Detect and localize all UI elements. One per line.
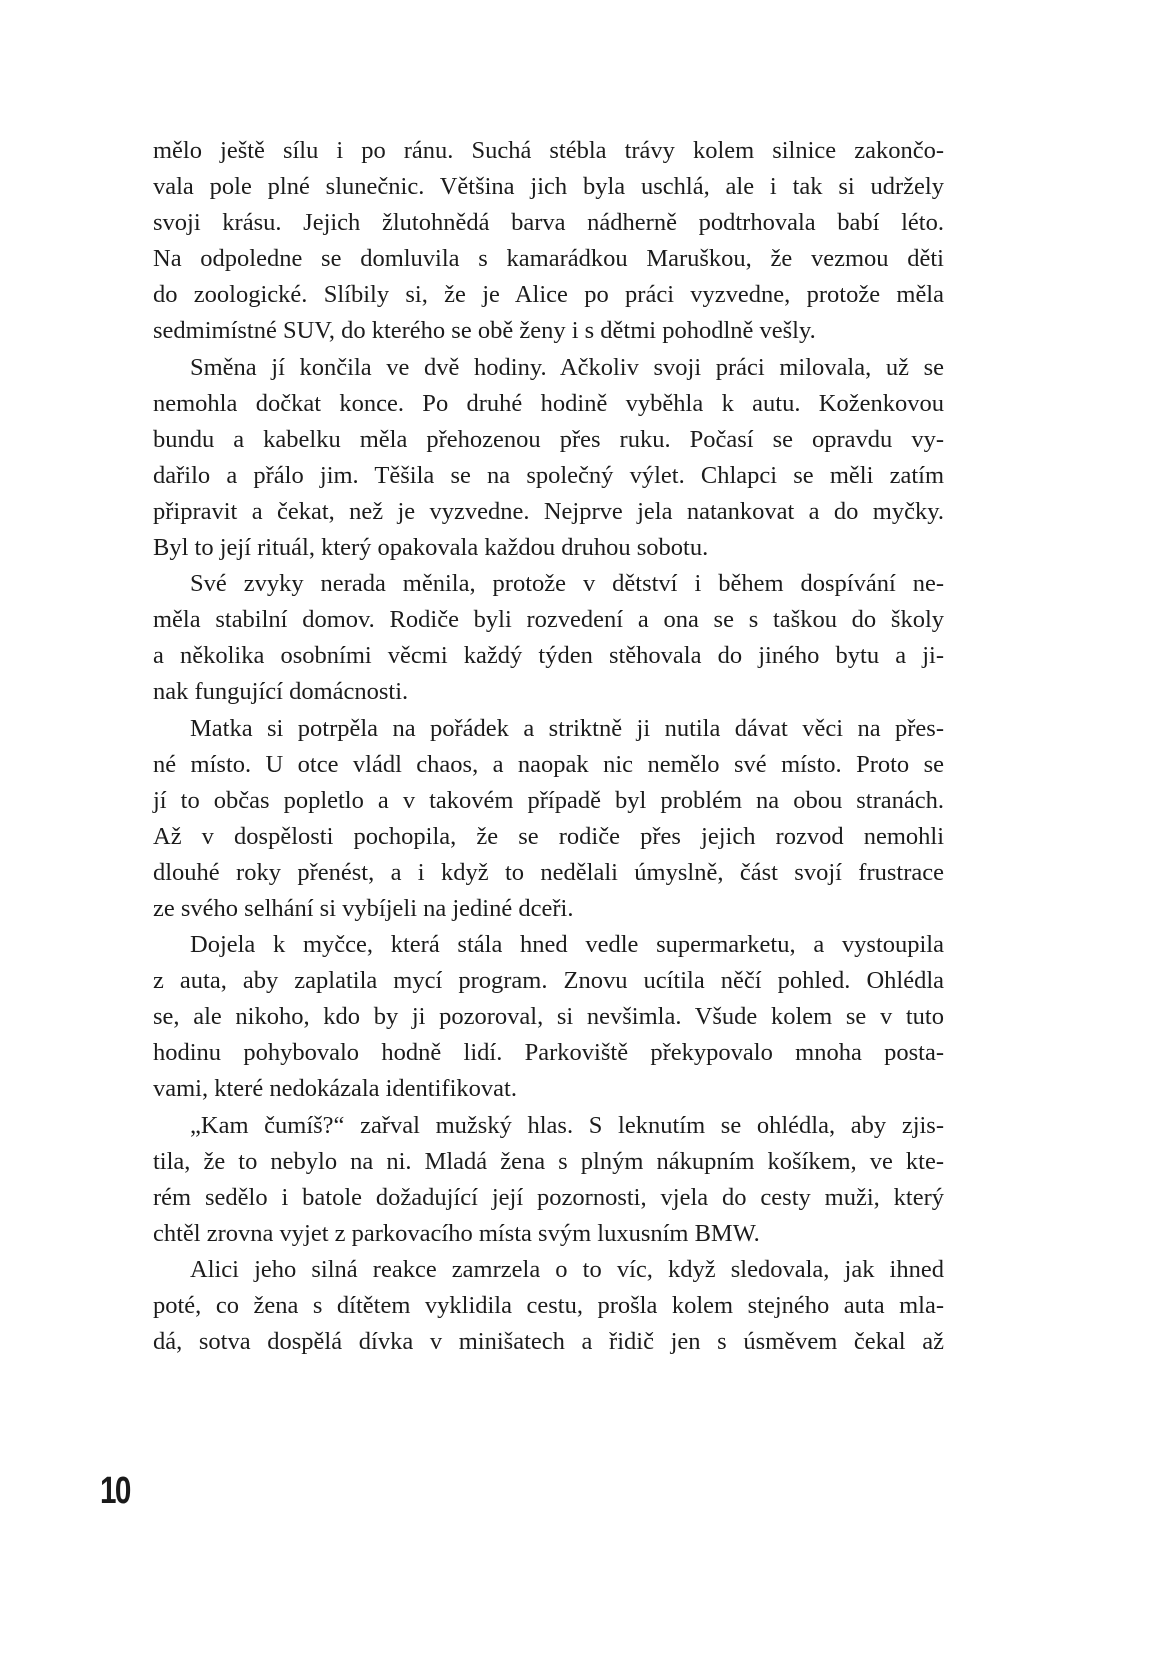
- text-line: Byl to její rituál, který opakovala každou druhou sobotu.: [153, 534, 709, 562]
- text-line: sedmimístné SUV, do kterého se obě ženy i s dětmi pohodlně vešly.: [153, 317, 816, 345]
- text-line: do zoologické. Slíbily si, že je Alice po práci vyzvedne, protože měla: [153, 281, 944, 309]
- body-text: [153, 133, 944, 1360]
- text-line: ze svého selhání si vybíjeli na jediné dceři.: [153, 894, 574, 922]
- text-line: vami, které nedokázala identifikovat.: [153, 1075, 517, 1103]
- paragraph-first-line: Své zvyky nerada měnila, protože v dětství i během dospívání ne-: [190, 570, 944, 598]
- page-number: 10: [100, 1470, 130, 1512]
- text-line: dá, sotva dospělá dívka v minišatech a řidič jen s úsměvem čekal až: [153, 1328, 944, 1356]
- text-line: nemohla dočkat konce. Po druhé hodině vyběhla k autu. Koženkovou: [153, 389, 944, 417]
- text-line: Na odpoledne se domluvila s kamarádkou Maruškou, že vezmou děti: [153, 245, 944, 273]
- text-line: dlouhé roky přenést, a i když to nedělali úmyslně, část svojí frustrace: [153, 858, 944, 886]
- text-line: z auta, aby zaplatila mycí program. Znovu ucítila něčí pohled. Ohlédla: [153, 967, 944, 995]
- text-line: hodinu pohybovalo hodně lidí. Parkoviště překypovalo mnoha posta-: [153, 1039, 944, 1067]
- text-line: měla stabilní domov. Rodiče byli rozvedení a ona se s taškou do školy: [153, 606, 944, 634]
- text-line: připravit a čekat, než je vyzvedne. Nejprve jela natankovat a do myčky.: [153, 497, 944, 525]
- paragraph-first-line: „Kam čumíš?“ zařval mužský hlas. S leknutím se ohlédla, aby zjis-: [190, 1111, 944, 1139]
- text-line: chtěl zrovna vyjet z parkovacího místa svým luxusním BMW.: [153, 1219, 760, 1247]
- text-line: mělo ještě sílu i po ránu. Suchá stébla trávy kolem silnice zakončo-: [153, 137, 944, 164]
- text-line: poté, co žena s dítětem vyklidila cestu, prošla kolem stejného auta mla-: [153, 1292, 944, 1319]
- paragraph-first-line: Směna jí končila ve dvě hodiny. Ačkoliv svoji práci milovala, už se: [190, 353, 944, 381]
- text-line: tila, že to nebylo na ni. Mladá žena s plným nákupním košíkem, ve kte-: [153, 1147, 944, 1175]
- text-line: bundu a kabelku měla přehozenou přes ruku. Počasí se opravdu vy-: [153, 425, 944, 453]
- text-line: Až v dospělosti pochopila, že se rodiče přes jejich rozvod nemohli: [153, 822, 944, 850]
- text-line: svoji krásu. Jejich žlutohnědá barva nádherně podtrhovala babí léto.: [153, 209, 944, 237]
- text-line: nak fungující domácnosti.: [153, 678, 409, 706]
- text-line: né místo. U otce vládl chaos, a naopak nic nemělo své místo. Proto se: [153, 750, 944, 778]
- text-line: rém sedělo i batole dožadující její pozornosti, vjela do cesty muži, který: [153, 1183, 944, 1211]
- text-line: se, ale nikoho, kdo by ji pozoroval, si nevšimla. Všude kolem se v tuto: [153, 1003, 944, 1031]
- text-line: jí to občas popletlo a v takovém případě byl problém na obou stranách.: [153, 786, 944, 814]
- paragraph-first-line: Matka si potrpěla na pořádek a striktně ji nutila dávat věci na přes-: [190, 714, 944, 742]
- text-line: a několika osobními věcmi každý týden stěhovala do jiného bytu a ji-: [153, 642, 944, 670]
- paragraph-first-line: Alici jeho silná reakce zamrzela o to víc, když sledovala, jak ihned: [190, 1255, 944, 1283]
- text-line: dařilo a přálo jim. Těšila se na společný výlet. Chlapci se měli zatím: [153, 461, 944, 489]
- text-line: vala pole plné slunečnic. Většina jich byla uschlá, ale i tak si udržely: [153, 173, 944, 201]
- paragraph-first-line: Dojela k myčce, která stála hned vedle supermarketu, a vystoupila: [190, 931, 944, 959]
